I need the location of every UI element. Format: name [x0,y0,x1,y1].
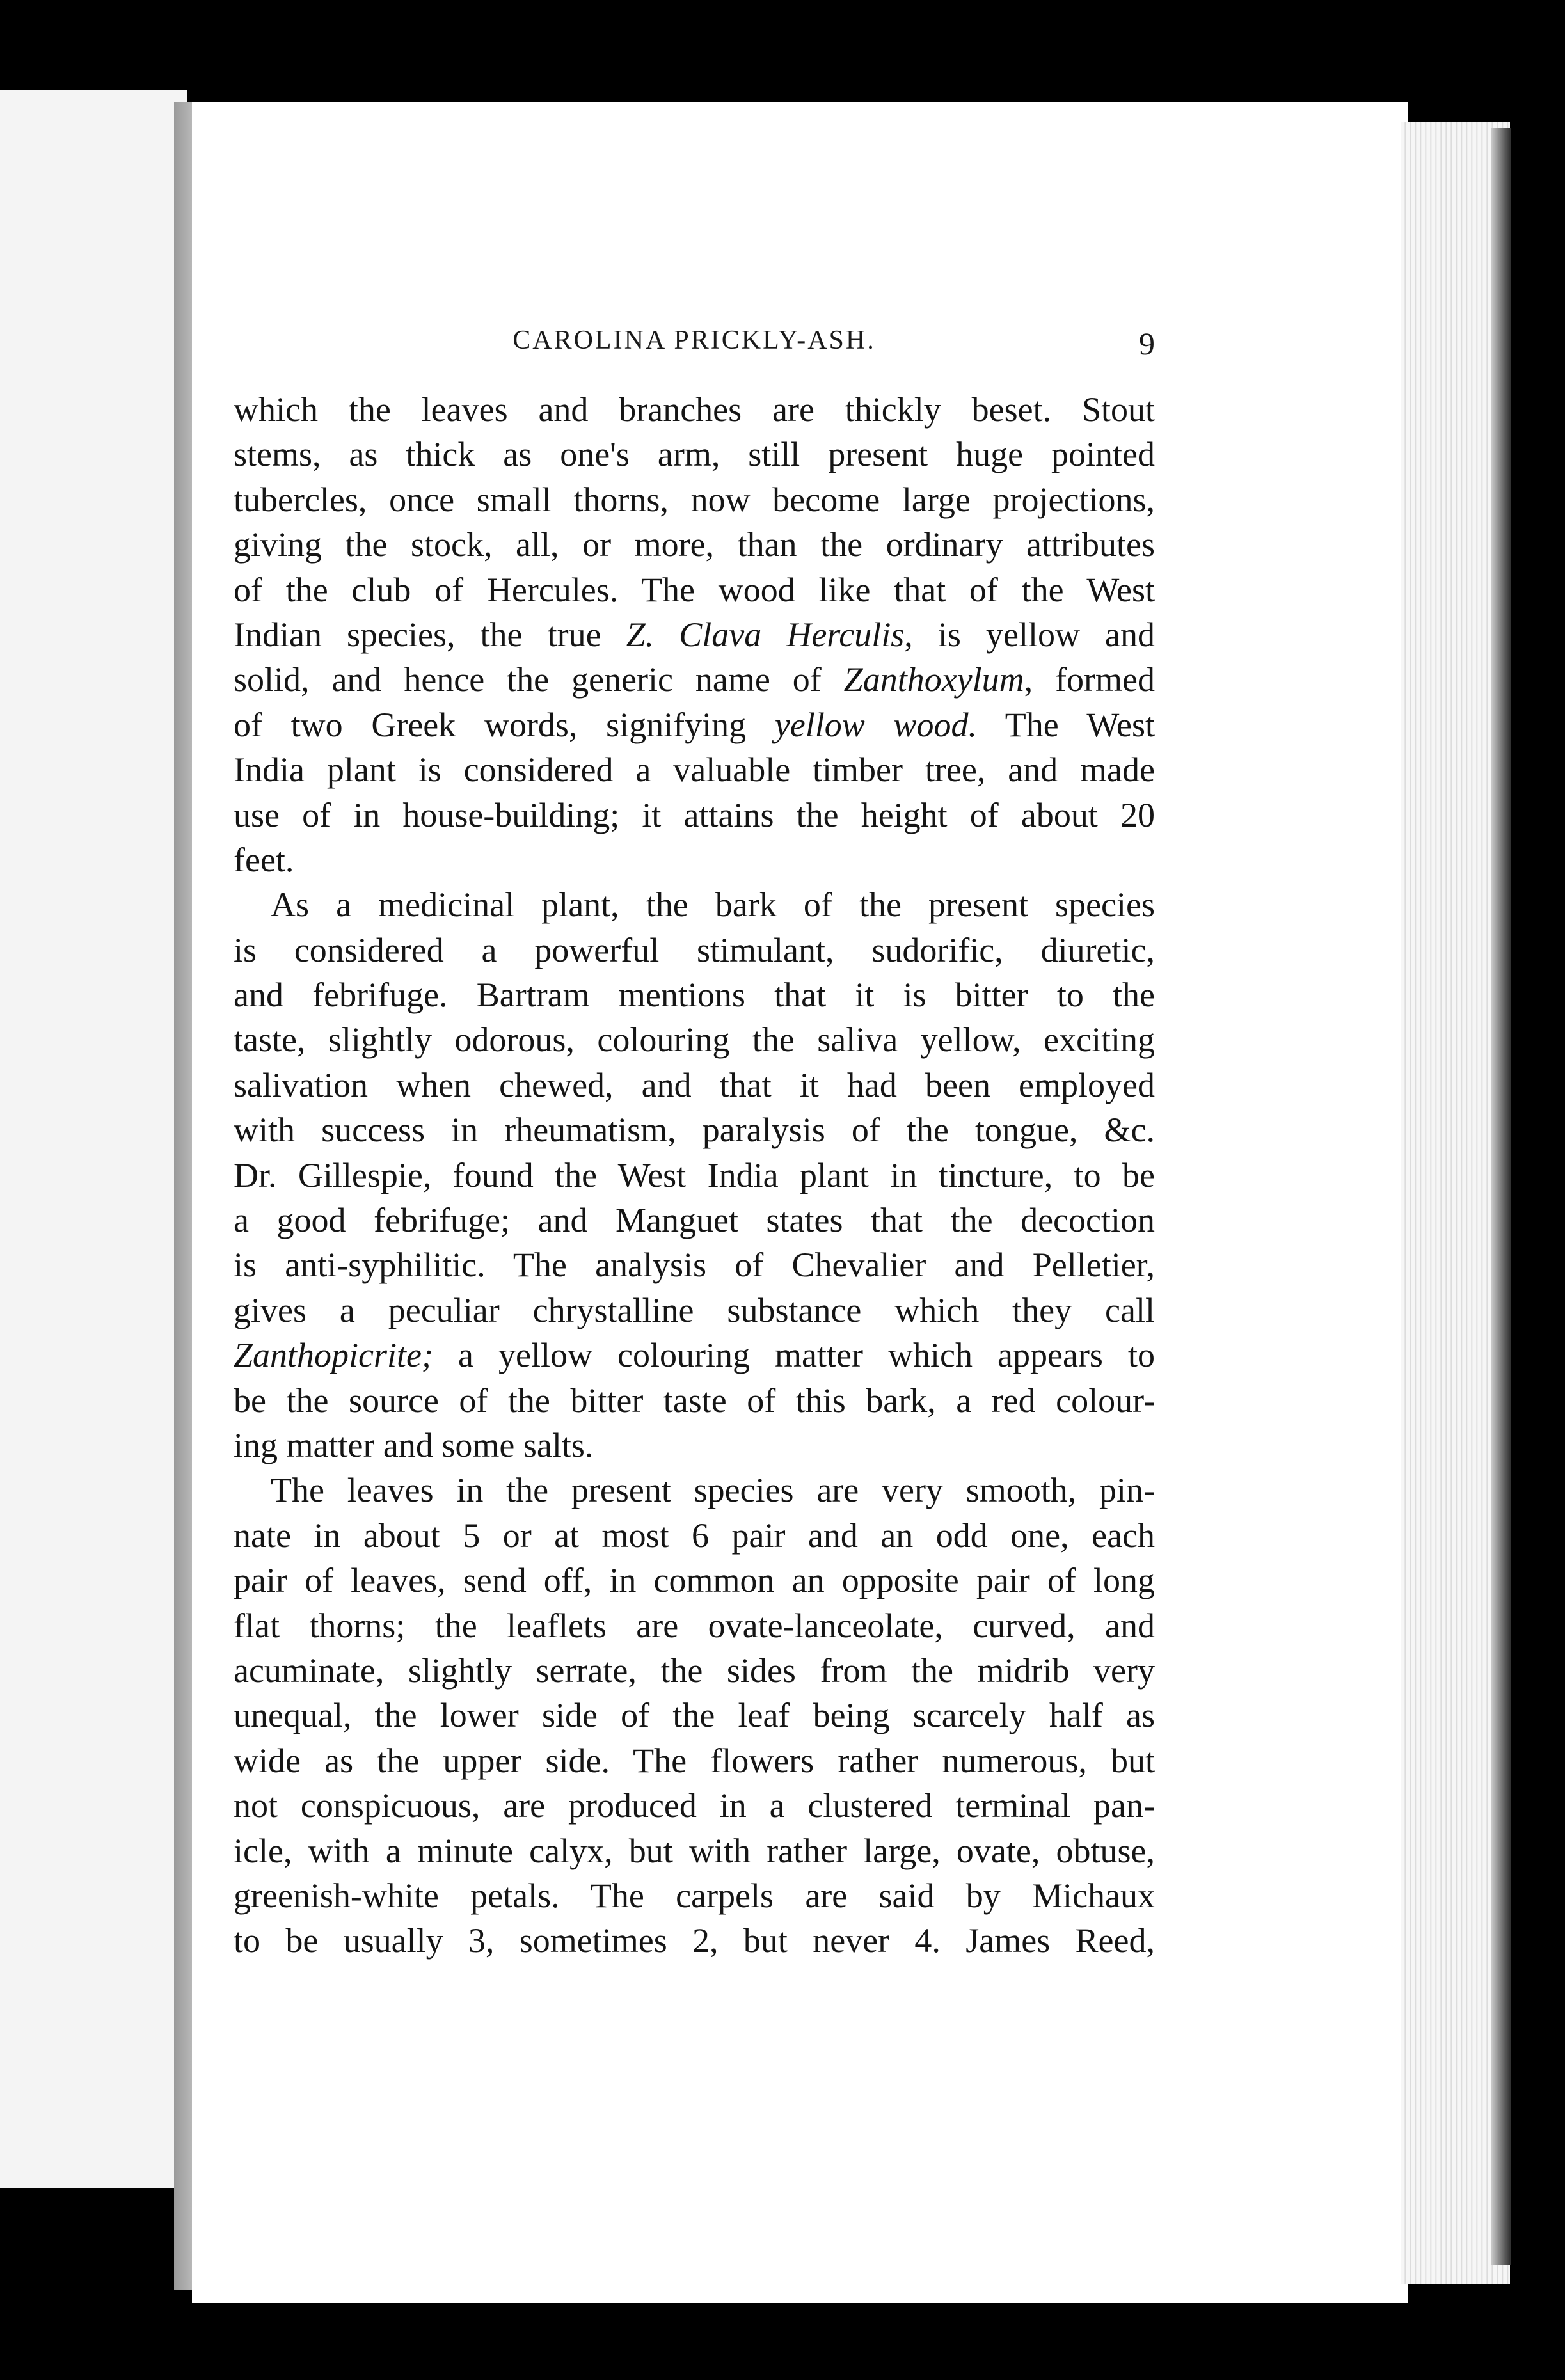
text-line: with success in rheumatism, paralysis of the tongue, &c. [234,1111,1155,1150]
text-line: be the source of the bitter taste of this bark, a red colour- [234,1381,1155,1420]
text-line: pair of leaves, send off, in common an opposite pair of long [234,1561,1155,1600]
text-line: is considered a powerful stimulant, sudorific, diuretic, [234,930,1155,969]
text-line: of two Greek words, signifying yellow wood. The West [234,705,1155,744]
text-line: nate in about 5 or at most 6 pair and an odd one, each [234,1516,1155,1555]
italic-phrase: yellow wood. [774,705,977,744]
text-line: use of in house-building; it attains the height of about 20 [234,795,1155,834]
text-line: solid, and hence the generic name of Zanthoxylum, formed [234,660,1156,699]
body-text [234,387,1155,1964]
page-number: 9 [1139,326,1155,361]
text-line: greenish-white petals. The carpels are said by Michaux [234,1876,1155,1915]
text-line: giving the stock, all, or more, than the ordinary attributes [234,525,1155,564]
italic-phrase: Z. Clava Herculis [626,615,905,654]
text-line: India plant is considered a valuable timber tree, and made [234,750,1155,789]
text-line: of the club of Hercules. The wood like that of the West [234,570,1155,609]
text-line: Indian species, the true Z. Clava Herculis, is yellow and [234,615,1155,654]
text-line: gives a peculiar chrystalline substance which they call [234,1290,1155,1329]
text-line: to be usually 3, sometimes 2, but never 4. James Reed, [234,1921,1155,1960]
text-line: wide as the upper side. The flowers rather numerous, but [234,1741,1155,1780]
text-line: a good febrifuge; and Manguet states that the decoction [234,1201,1155,1240]
text-line: icle, with a minute calyx, but with rather large, ovate, obtuse, [234,1831,1155,1870]
text-line: unequal, the lower side of the leaf being scarcely half as [234,1696,1155,1735]
italic-phrase: Zanthopicrite; [234,1336,433,1375]
text-line: taste, slightly odorous, colouring the saliva yellow, exciting [234,1020,1155,1059]
text-line: tubercles, once small thorns, now become large projections, [234,480,1155,519]
text-line: flat thorns; the leaflets are ovate-lanceolate, curved, and [234,1606,1155,1645]
text-line: feet. [234,840,294,879]
running-head [234,325,1155,370]
text-line: Zanthopicrite; a yellow colouring matter which appears to [234,1336,1155,1375]
text-line: As a medicinal plant, the bark of the present species [271,885,1155,924]
facing-page [0,90,187,2188]
running-head-title: CAROLINA PRICKLY-ASH. [512,326,876,355]
italic-phrase: Zanthoxylum [843,660,1024,699]
text-line: acuminate, slightly serrate, the sides from the midrib very [234,1651,1155,1690]
text-line: and febrifuge. Bartram mentions that it is bitter to the [234,976,1155,1015]
text-line: The leaves in the present species are very smooth, pin- [271,1471,1155,1510]
text-line: salivation when chewed, and that it had been employed [234,1065,1155,1104]
text-line: not conspicuous, are produced in a clustered terminal pan- [234,1786,1155,1825]
text-line: is anti-syphilitic. The analysis of Chevalier and Pelletier, [234,1246,1155,1285]
text-line: Dr. Gillespie, found the West India plant in tincture, to be [234,1155,1155,1194]
text-line: ing matter and some salts. [234,1425,594,1464]
page-edge-shadow [1491,128,1511,2265]
text-line: which the leaves and branches are thickly beset. Stout [234,390,1155,429]
text-line: stems, as thick as one's arm, still present huge pointed [234,435,1155,474]
